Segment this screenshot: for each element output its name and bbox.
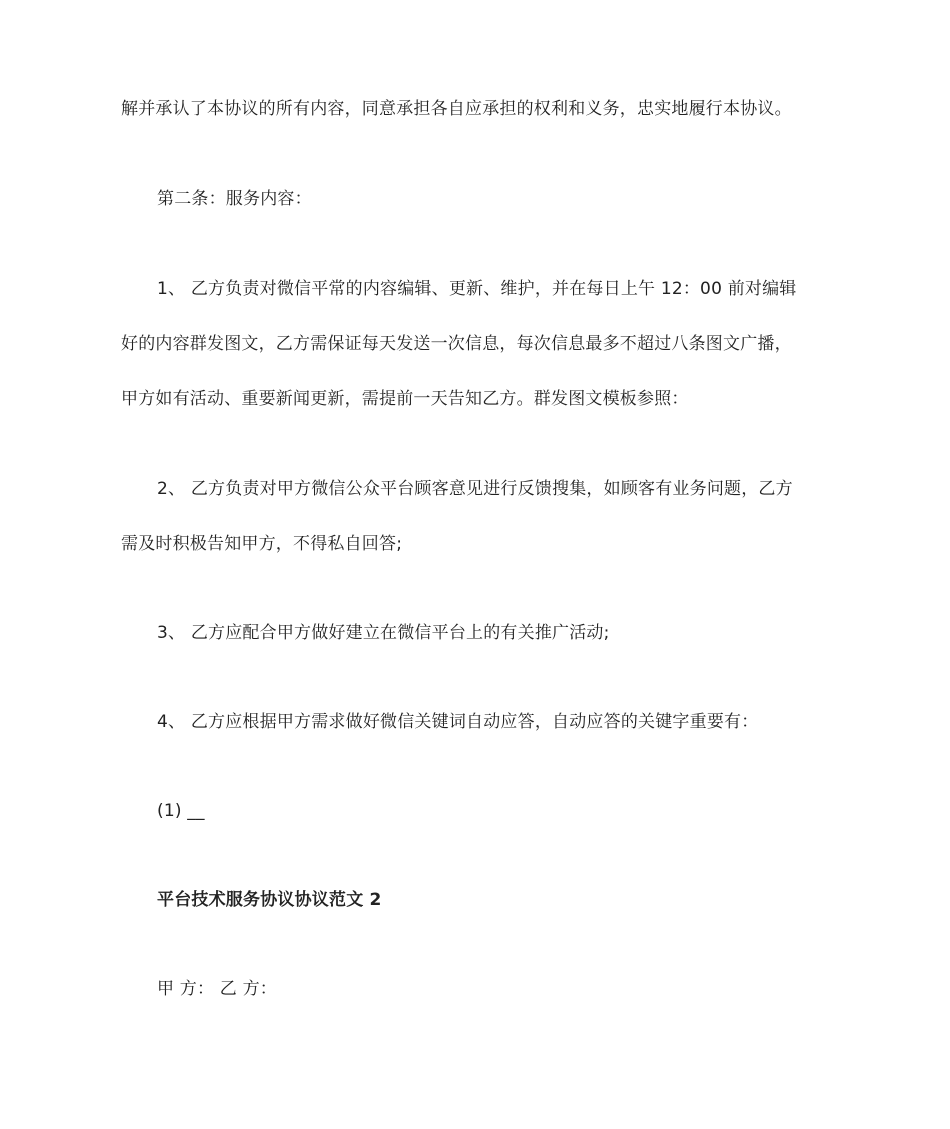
paragraph-continuation: 解并承认了本协议的所有内容，同意承担各自应承担的权利和义务，忠实地履行本协议。 — [121, 99, 792, 119]
keyword-item-1: (1) __ — [157, 801, 205, 821]
service-item-3: 3、 乙方应配合甲方做好建立在微信平台上的有关推广活动; — [157, 623, 610, 643]
service-item-1-line-3: 甲方如有活动、重要新闻更新，需提前一天告知乙方。群发图文模板参照： — [121, 389, 689, 409]
service-item-2-line-2: 需及时积极告知甲方，不得私自回答; — [121, 534, 403, 554]
parties-line: 甲 方： 乙 方： — [157, 979, 278, 999]
section-title: 平台技术服务协议协议范文 2 — [157, 890, 382, 910]
article-heading: 第二条：服务内容： — [157, 189, 312, 209]
service-item-1-line-1: 1、 乙方负责对微信平常的内容编辑、更新、维护，并在每日上午 12：00 前对编辑 — [157, 279, 797, 299]
service-item-1-line-2: 好的内容群发图文，乙方需保证每天发送一次信息，每次信息最多不超过八条图文广播， — [121, 334, 792, 354]
service-item-4: 4、 乙方应根据甲方需求做好微信关键词自动应答，自动应答的关键字重要有： — [157, 712, 759, 732]
service-item-2-line-1: 2、 乙方负责对甲方微信公众平台顾客意见进行反馈搜集，如顾客有业务问题，乙方 — [157, 479, 793, 499]
